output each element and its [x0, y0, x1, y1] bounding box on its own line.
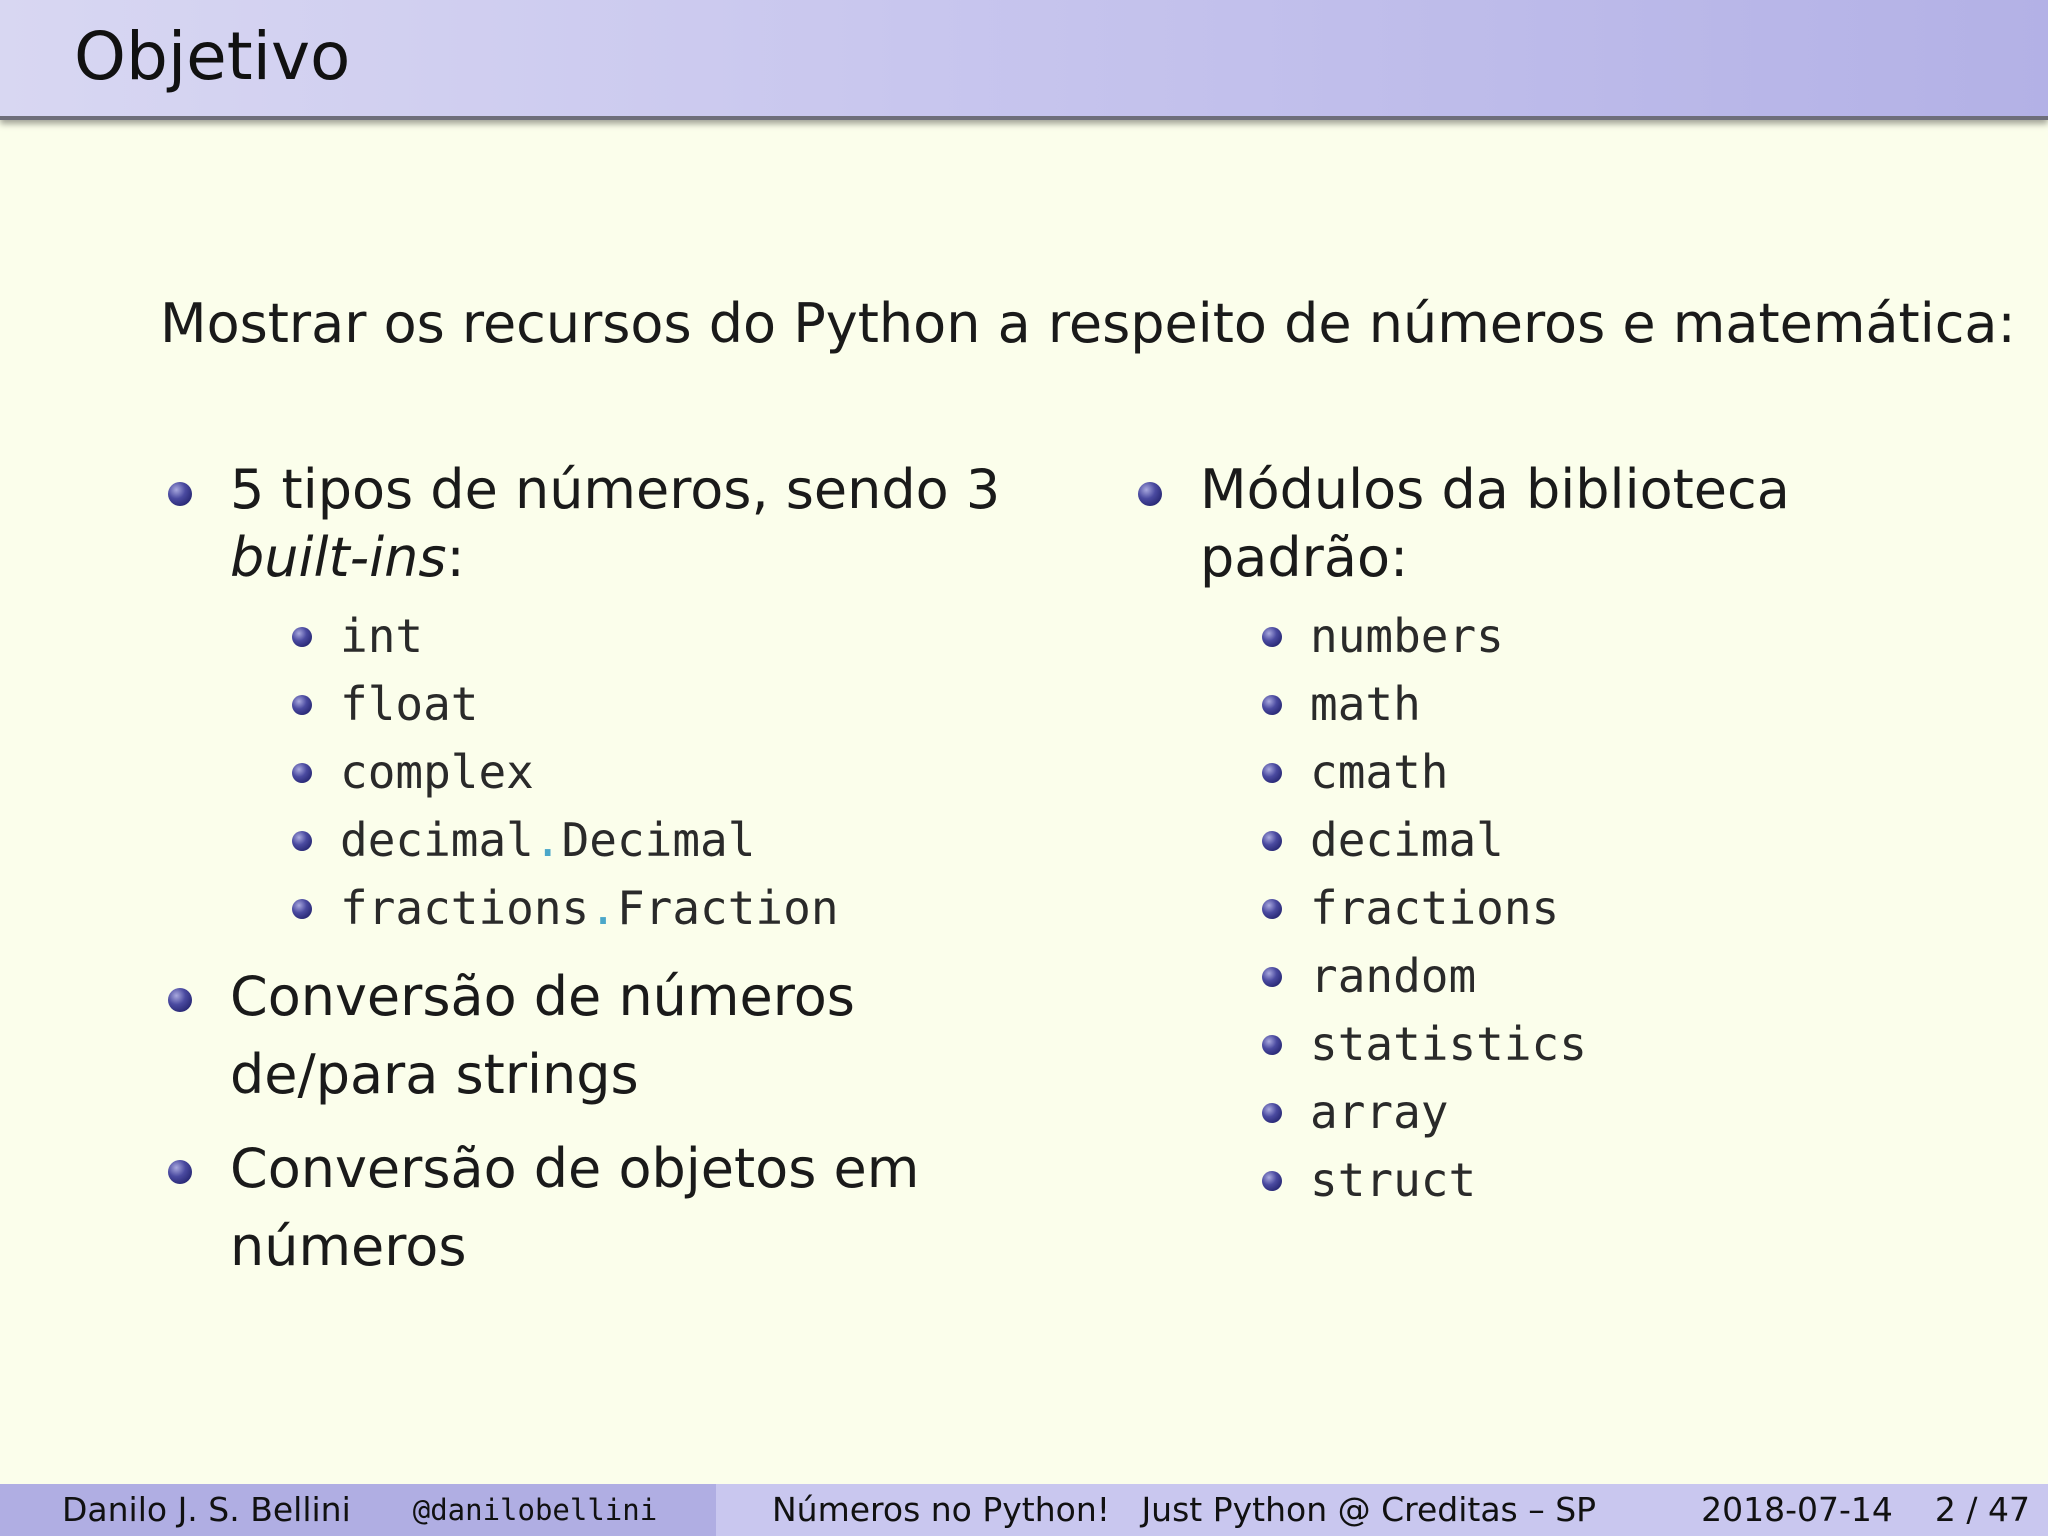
footer-author-block	[0, 1484, 716, 1536]
bullet-icon	[1262, 627, 1282, 647]
bullet-icon	[1262, 1171, 1282, 1191]
bullet-icon	[1262, 1103, 1282, 1123]
footer-handle: @danilobellini	[412, 1493, 658, 1527]
bullet-icon	[1262, 1035, 1282, 1055]
list-item: float	[286, 670, 1048, 738]
list-item: decimal	[1256, 806, 1998, 874]
bullet-icon	[1262, 831, 1282, 851]
list-item: random	[1256, 942, 1998, 1010]
bullet-icon	[168, 482, 192, 506]
bullet-icon	[1262, 967, 1282, 987]
bullet-icon	[292, 831, 312, 851]
footer-bar	[0, 1484, 2048, 1536]
bullet-icon	[292, 899, 312, 919]
intro-text: Mostrar os recursos do Python a respeito de números e matemática:	[160, 292, 2016, 355]
list-item-number-types: 5 tipos de números, sendo 3 built-ins: int float complex decimal.Decimal fractions.Fraction	[168, 456, 1048, 942]
list-item-stdlib-modules: Módulos da biblioteca padrão: numbers math cmath decimal fractions random statistics array struct	[1138, 456, 1998, 1214]
bullet-icon	[1262, 899, 1282, 919]
list-item-string-conversion: Conversão de números de/para strings	[168, 958, 1048, 1114]
frame-title-bar	[0, 0, 2048, 120]
bullet-icon	[1262, 763, 1282, 783]
footer-talk-block	[716, 1484, 2048, 1536]
list-item: struct	[1256, 1146, 1998, 1214]
list-item: decimal.Decimal	[286, 806, 1048, 874]
list-item: fractions.Fraction	[286, 874, 1048, 942]
list-item: int	[286, 602, 1048, 670]
bullet-icon	[1138, 482, 1162, 506]
bullet-icon	[168, 1160, 192, 1184]
list-item: cmath	[1256, 738, 1998, 806]
list-item: statistics	[1256, 1010, 1998, 1078]
modules-list	[1256, 602, 1998, 1214]
list-item-object-conversion: Conversão de objetos em números	[168, 1130, 1048, 1286]
list-item: numbers	[1256, 602, 1998, 670]
bullet-icon	[168, 988, 192, 1012]
left-column	[168, 456, 1048, 1286]
right-column	[1138, 456, 1998, 1222]
footer-author: Danilo J. S. Bellini	[62, 1490, 351, 1529]
list-item: fractions	[1256, 874, 1998, 942]
footer-talk-title: Números no Python! Just Python @ Creditas – SP	[772, 1490, 1597, 1529]
bullet-icon	[1262, 695, 1282, 715]
bullet-icon	[292, 627, 312, 647]
list-item: array	[1256, 1078, 1998, 1146]
slide-title: Objetivo	[74, 18, 351, 95]
bullet-icon	[292, 695, 312, 715]
footer-date: 2018-07-14	[1701, 1490, 1893, 1529]
footer-page-number: 2 / 47	[1934, 1490, 2030, 1529]
bullet-icon	[292, 763, 312, 783]
list-item: math	[1256, 670, 1998, 738]
number-types-list	[286, 602, 1048, 942]
list-item: complex	[286, 738, 1048, 806]
